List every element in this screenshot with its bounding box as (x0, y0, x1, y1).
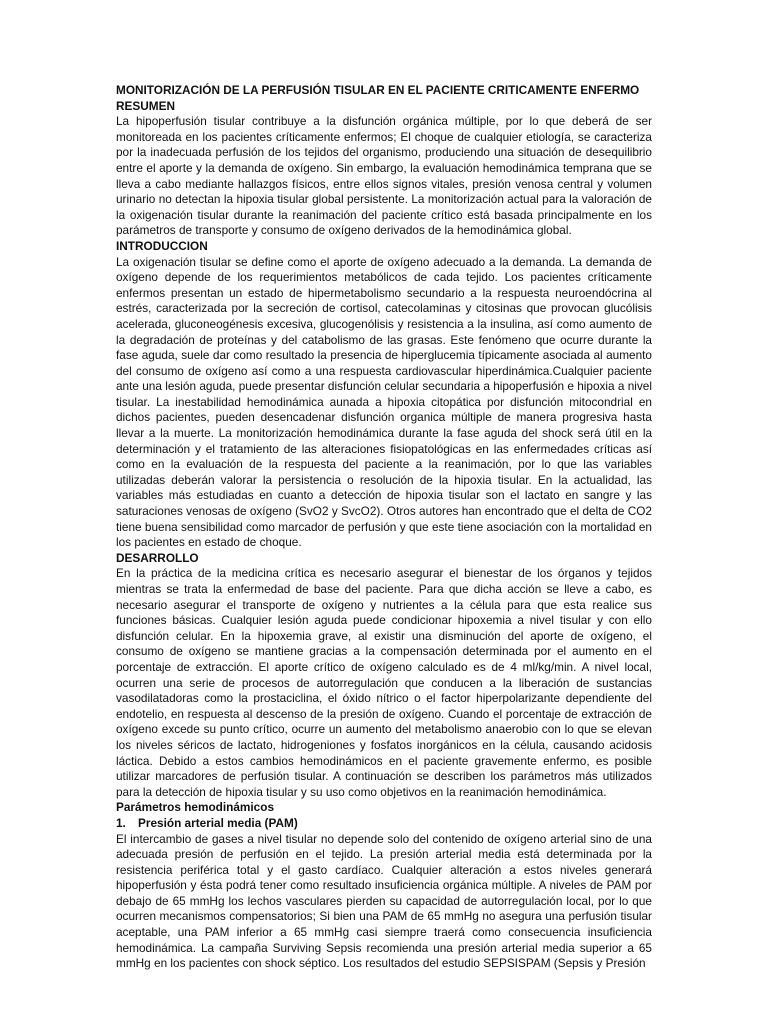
pam-item-number: 1. (116, 815, 126, 830)
desarrollo-text: En la práctica de la medicina crítica es necesario asegurar el bienestar de los órganos y tejidos mientras se trata la enfermedad de base del paciente. Para que dicha acción se lleve a cabo, es necesario asegurar el transporte de oxígeno y nutrientes a la célula para que esta realice sus funciones básicas. Cualquier lesión aguda puede condicionar hipoxemia a nivel tisular y con ello disfunción celular. En la hipoxemia grave, al existir una disminución del aporte de oxígeno, el consumo de oxígeno se mantiene gracias a la compensación determinada por el aumento en el porcentaje de extracción. El aporte crítico de oxígeno calculado es de 4 ml/kg/min. A nivel local, ocurren una serie de procesos de autorregulación que conducen a la liberación de sustancias vasodilatadoras como la prostaciclina, el óxido nítrico o el factor hiperpolarizante dependiente del endotelio, en respuesta al descenso de la presión de oxígeno. Cuando el porcentaje de extracción de oxígeno excede su punto crítico, ocurre un aumento del metabolismo anaerobio con lo que se elevan los niveles séricos de lactato, hidrogeniones y fosfatos inorgánicos en la célula, causando acidosis láctica. Debido a estos cambios hemodinámicos en el paciente gravemente enfermo, es posible utilizar marcadores de perfusión tisular. A continuación se describen los parámetros más utilizados para la detección de hipoxia tisular y su uso como objetivos en la reanimación hemodinámica. (116, 566, 652, 799)
introduccion-text: La oxigenación tisular se define como el aporte de oxígeno adecuado a la demanda. La demanda de oxígeno depende de los requerimientos metabólicos de cada tejido. Los pacientes críticamente enfermos presentan un estado de hipermetabolismo secundario a la respuesta neuroendócrina al estrés, caracterizada por la secreción de cortisol, catecolaminas y citosinas que provocan glucólisis acelerada, gluconeogénesis excesiva, glucogenólisis y resistencia a la insulina, así como aumento de la degradación de proteínas y del catabolismo de las grasas. Este fenómeno que ocurre durante la fase aguda, suele dar como resultado la presencia de hiperglucemia típicamente asociada al aumento del consumo de oxígeno así como a una respuesta cardiovascular hiperdinámica.Cualquier paciente ante una lesión aguda, puede presentar disfunción celular secundaria a hipoperfusión e hipoxia a nivel tisular. La inestabilidad hemodinámica aunada a hipoxia citopática por disfunción mitocondrial en dichos pacientes, pueden desencadenar disfunción organica múltiple de manera progresiva hasta llevar a la muerte. La monitorización hemodinámica durante la fase aguda del shock será útil en la determinación y el tratamiento de las alteraciones fisiopatológicas en las enfermedades críticas así como en la evaluación de la respuesta del paciente a la reanimación, por lo que las variables utilizadas deberán valorar la persistencia o resolución de la hipoxia tisular. En la actualidad, las variables más estudiadas en cuanto a detección de hipoxia tisular son el lactato en sangre y las saturaciones venosas de oxígeno (SvO2 y SvcO2). Otros autores han encontrado que el delta de CO2 tiene buena sensibilidad como marcador de perfusión y que este tiene asociación con la mortalidad en los pacientes en estado de choque. (116, 254, 652, 550)
parametros-heading: Parámetros hemodinámicos (116, 800, 275, 815)
pam-item-title: Presión arterial media (PAM) (138, 815, 298, 830)
introduccion-heading: INTRODUCCION (116, 238, 208, 253)
resumen-text: La hipoperfusión tisular contribuye a la disfunción orgánica múltiple, por lo que deberá de ser monitoreada en los pacientes críticamente enfermos; El choque de cualquier etiología, se caracteriza por la inadecuada perfusión de los tejidos del organismo, produciendo una situación de desequilibrio entre el aporte y la demanda de oxígeno. Sin embargo, la evaluación hemodinámica temprana que se lleva a cabo mediante hallazgos físicos, entre ellos signos vitales, presión venosa central y volumen urinario no detectan la hipoxia tisular global persistente. La monitorización actual para la valoración de la oxigenación tisular durante la reanimación del paciente crítico está basada principalmente en los parámetros de transporte y consumo de oxígeno derivados de la hemodinámica global. (116, 114, 652, 238)
pam-heading (116, 816, 652, 832)
desarrollo-heading: DESARROLLO (116, 550, 199, 565)
document-title: MONITORIZACIÓN DE LA PERFUSIÓN TISULAR EN EL PACIENTE CRITICAMENTE ENFERMO (116, 83, 640, 97)
pam-text: El intercambio de gases a nivel tisular no depende solo del contenido de oxígeno arterial sino de una adecuada presión de perfusión en el tejido. La presión arterial media está determinada por la resistencia periférica total y el gasto cardíaco. Cualquier alteración a estos niveles generará hipoperfusión y ésta podrá tener como resultado insuficiencia orgánica múltiple. A niveles de PAM por debajo de 65 mmHg los lechos vasculares pierden su capacidad de autorregulación local, por lo que ocurren mecanismos compensatorios; Si bien una PAM de 65 mmHg no asegura una perfusión tisular aceptable, una PAM inferior a 65 mmHg casi siempre traerá como consecuencia insuficiencia hemodinámica. La campaña Surviving Sepsis recomienda una presión arterial media superior a 65 mmHg en los pacientes con shock séptico. Los resultados del estudio SEPSISPAM (Sepsis y Presión (116, 831, 652, 971)
resumen-heading: RESUMEN (116, 98, 175, 113)
